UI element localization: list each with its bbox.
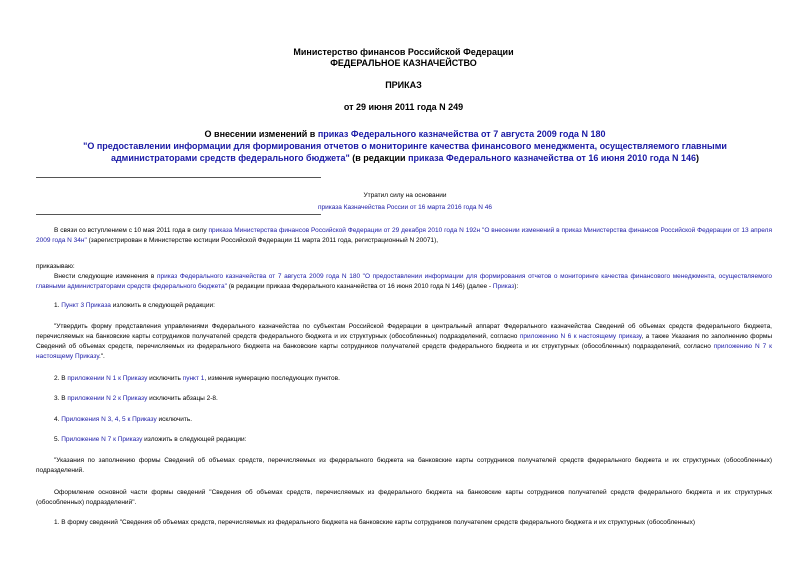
item-3-number: 3. В <box>54 395 68 402</box>
preamble-text-end: (зарегистрирован в Министерстве юстиции Российской Федерации 11 марта 2011 года, регистрационный N 20071), <box>86 237 439 244</box>
item-1-link[interactable]: Пункт 3 Приказа <box>61 302 111 309</box>
title-link-order-name[interactable]: "О предоставлении информации для формирования отчетов о мониторинге качества финансового менеджмента, осуществляемого главными администраторами средств федерального бюджета" <box>83 141 727 163</box>
preamble-link-order-192n[interactable]: приказа Министерства финансов Российской Федерации от 29 декабря 2010 года N 192н "О внесении изменений в приказ Министерства финансов Российской Федерации от 13 апреля 2009 года N 34н" <box>36 227 772 244</box>
title-prefix: О внесении изменений в <box>204 129 318 139</box>
document-title <box>40 128 770 164</box>
ministry-heading: Министерство финансов Российской Федерации <box>293 47 514 57</box>
divider-top <box>36 177 321 178</box>
item-2-number: 2. В <box>54 375 68 382</box>
changes-text-mid: (в редакции приказа Федерального казначейства от 16 июня 2010 года N 146) (далее - <box>226 283 493 290</box>
quote-1-link-appendix-7[interactable]: приложению N 7 к настоящему Приказу <box>36 343 772 360</box>
changes-link-order-180[interactable]: приказ Федерального казначейства от 7 августа 2009 года N 180 "О предоставлении информации для формирования отчетов о мониторинге качества финансового менеджмента, осуществляемого главными администраторами средств федерального бюджета" <box>36 273 772 290</box>
changes-link-order[interactable]: Приказ <box>492 283 515 290</box>
paragraph-order: приказываю: <box>36 263 75 270</box>
quote-1-text-end: .". <box>98 353 105 360</box>
item-3-link[interactable]: приложении N 2 к Приказу <box>67 395 148 402</box>
item-5-number: 5. <box>54 436 62 443</box>
quote-2: "Указания по заполнению формы Сведений об объемах средств, перечисляемых из федерального бюджета на банковские карты сотрудников получателей средств федерального бюджета и их структурных (обособленных) подразделений. <box>36 457 772 474</box>
title-mid: (в редакции <box>349 153 409 163</box>
quote-1 <box>36 322 772 362</box>
changes-text: Внести следующие изменения в <box>54 273 157 280</box>
item-2-text: исключить <box>147 375 183 382</box>
expired-note-text: Утратил силу на основании <box>363 192 447 199</box>
divider-bottom <box>36 214 321 215</box>
paragraph-changes <box>36 272 772 292</box>
title-link-order-146[interactable]: приказа Федерального казначейства от 16 июня 2010 года N 146 <box>408 153 697 163</box>
quote-4: 1. В форму сведений "Сведения об объемах средств, перечисляемых из федерального бюджета на банковские карты сотрудников получателем средств федерального бюджета и их структурных (обособленных) <box>54 519 696 526</box>
title-suffix: ) <box>696 153 700 163</box>
agency-heading: ФЕДЕРАЛЬНОЕ КАЗНАЧЕЙСТВО <box>330 58 477 68</box>
date-number-heading: от 29 июня 2011 года N 249 <box>343 102 464 112</box>
item-4-number: 4. <box>54 416 62 423</box>
changes-text-end: ): <box>514 283 519 290</box>
item-4-link[interactable]: Приложения N 3, 4, 5 к Приказу <box>61 416 157 423</box>
item-5 <box>36 435 772 445</box>
quote-1-text-mid: , а также Указания по заполнению формы Сведений об объемах средств, перечисляемых из федерального бюджета на банковские карты сотрудников получателей средств федерального бюджета и их структурных (обособленных) подразделений, согласно <box>36 333 772 350</box>
item-1-text: изложить в следующей редакции: <box>110 302 215 309</box>
quote-1-text: "Утвердить форму представления управлениями Федерального казначейства по субъектам Российской Федерации в центральный аппарат Федерального казначейства Сведений об объемах средств федерального бюджета, перечисляемых на банковские карты сотрудников получателей средств федерального бюджета и их структурных (обособленных) подразделений, согласно <box>36 323 772 340</box>
item-3 <box>36 394 772 404</box>
item-1-number: 1. <box>54 302 62 309</box>
paragraph-preamble <box>36 226 772 246</box>
quote-3: Оформление основной части формы сведений "Сведения об объемах средств, перечисляемых из федерального бюджета на банковские карты сотрудников получателей средств федерального бюджета и их структурных (обособленных) подразделений". <box>36 489 772 506</box>
expired-note-link[interactable]: приказа Казначейства России от 16 марта 2016 года N 46 <box>317 204 493 211</box>
item-3-text: исключить абзацы 2-8. <box>147 395 218 402</box>
preamble-text: В связи со вступлением с 10 мая 2011 года в силу <box>54 227 209 234</box>
doc-type-heading: ПРИКАЗ <box>385 80 422 90</box>
expired-note <box>200 190 610 214</box>
item-2-link-appendix-1[interactable]: приложении N 1 к Приказу <box>67 375 148 382</box>
quote-1-link-appendix-6[interactable]: приложению N 6 к настоящему приказу <box>519 333 642 340</box>
item-2-text-end: , изменив нумерацию последующих пунктов. <box>204 375 340 382</box>
item-4 <box>36 415 772 425</box>
item-5-link[interactable]: Приложение N 7 к Приказу <box>61 436 143 443</box>
item-5-text: изложить в следующей редакции: <box>142 436 247 443</box>
item-4-text: исключить. <box>156 416 193 423</box>
title-link-order-180[interactable]: приказ Федерального казначейства от 7 августа 2009 года N 180 <box>317 129 606 139</box>
item-1 <box>36 301 772 311</box>
item-2-link-point-1[interactable]: пункт 1 <box>182 375 205 382</box>
item-2 <box>36 374 772 384</box>
